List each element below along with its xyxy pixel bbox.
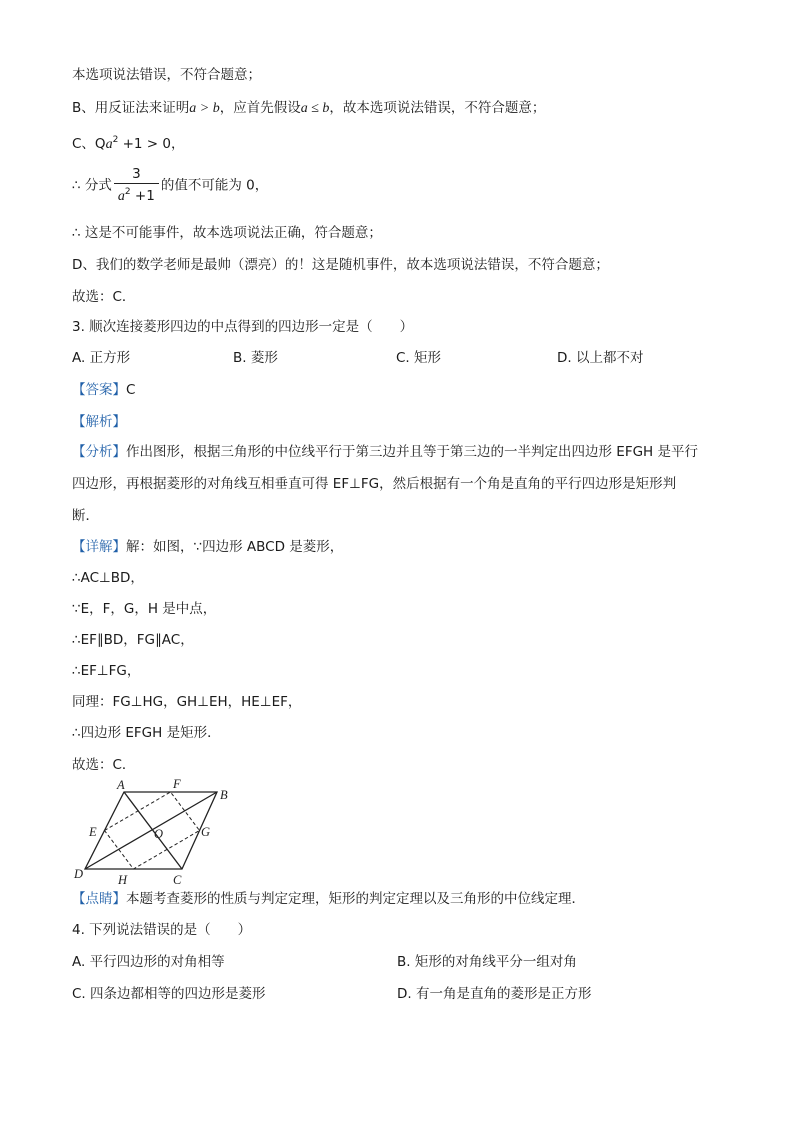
question-4-option-d: D. 有一角是直角的菱形是正方形 xyxy=(397,986,592,1002)
answer-tag: 【答案】 xyxy=(72,382,126,398)
step-4: ∴EF⊥FG， xyxy=(72,663,141,679)
label-h: H xyxy=(118,873,128,887)
solution-line-fraction xyxy=(72,166,268,205)
solution-line-option-b xyxy=(72,99,545,118)
question-3-option-c: C. 矩形 xyxy=(396,350,442,366)
fraction-denominator xyxy=(114,184,159,205)
text: 本题考查菱形的性质与判定定理，矩形的判定定理以及三角形的中位线定理． xyxy=(126,891,585,907)
analysis-line-3: 断． xyxy=(72,508,99,524)
detail-line-1 xyxy=(72,538,343,556)
text: B、用反证法来证明 xyxy=(72,100,190,116)
question-3-option-d: D. 以上都不对 xyxy=(557,350,644,366)
step-2: ∵E，F，G，H 是中点， xyxy=(72,601,217,617)
text: 的值不可能为 0， xyxy=(160,177,269,194)
step-5: 同理：FG⊥HG，GH⊥EH，HE⊥EF， xyxy=(72,694,302,710)
analysis-line-1 xyxy=(72,443,698,461)
diagonal-ac xyxy=(124,792,182,869)
question-3: 3. 顺次连接菱形四边的中点得到的四边形一定是（ ） xyxy=(72,319,414,335)
answer-line xyxy=(72,381,135,399)
exponent: 2 xyxy=(124,187,131,197)
text: +1 xyxy=(130,188,155,204)
label-c: C xyxy=(173,873,182,887)
fraction xyxy=(114,166,159,205)
analysis-line-2: 四边形，再根据菱形的对角线互相垂直可得 EF⊥FG，然后根据有一个角是直角的平行四边形是矩形判 xyxy=(72,476,677,492)
fraction-numerator: 3 xyxy=(114,166,159,184)
detail-tag: 【详解】 xyxy=(72,539,126,555)
exponent: 2 xyxy=(112,135,119,145)
label-a: A xyxy=(117,778,125,792)
label-g: G xyxy=(201,825,211,839)
text: 解：如图，∵四边形 ABCD 是菱形， xyxy=(126,539,344,555)
question-4-option-a: A. 平行四边形的对角相等 xyxy=(72,954,225,970)
step-3: ∴EF∥BD，FG∥AC， xyxy=(72,632,194,648)
label-f: F xyxy=(173,778,181,791)
label-e: E xyxy=(89,825,97,839)
remark-line xyxy=(72,890,585,908)
solution-line-5: ∴ 这是不可能事件，故本选项说法正确，符合题意； xyxy=(72,225,382,241)
question-4: 4. 下列说法错误的是（ ） xyxy=(72,922,252,938)
label-b: B xyxy=(220,788,228,802)
math-a-le-b: a ≤ b xyxy=(300,101,330,116)
step-7: 故选：C． xyxy=(72,757,136,773)
math-a: a xyxy=(117,189,125,204)
solution-choice: 故选：C． xyxy=(72,289,136,305)
text: C、Q xyxy=(72,136,106,152)
solution-line-option-c xyxy=(72,131,184,154)
step-1: ∴AC⊥BD， xyxy=(72,570,144,586)
text: +1 > 0， xyxy=(118,136,185,152)
text: ∴ 分式 xyxy=(72,177,112,194)
step-6: ∴四边形 EFGH 是矩形． xyxy=(72,725,221,741)
answer-value: C xyxy=(126,382,136,398)
rhombus-figure xyxy=(70,778,240,888)
analysis-tag: 【解析】 xyxy=(72,414,126,430)
question-3-option-a: A. 正方形 xyxy=(72,350,131,366)
text: 作出图形，根据三角形的中位线平行于第三边并且等于第三边的一半判定出四边形 EFGH 是平行 xyxy=(126,444,698,460)
question-4-option-b: B. 矩形的对角线平分一组对角 xyxy=(397,954,577,970)
solution-line-option-d: D、我们的数学老师是最帅（漂亮）的！这是随机事件，故本选项说法错误，不符合题意； xyxy=(72,257,609,273)
label-d: D xyxy=(74,867,84,881)
analysis-subtag: 【分析】 xyxy=(72,444,126,460)
math-a: a xyxy=(105,137,113,152)
remark-tag: 【点睛】 xyxy=(72,891,126,907)
solution-line-1: 本选项说法错误，不符合题意； xyxy=(72,67,261,83)
math-a-gt-b: a > b xyxy=(189,101,220,116)
label-o: O xyxy=(154,827,164,841)
question-3-option-b: B. 菱形 xyxy=(233,350,278,366)
text: ，应首先假设 xyxy=(219,100,301,116)
question-4-option-c: C. 四条边都相等的四边形是菱形 xyxy=(72,986,266,1002)
text: ，故本选项说法错误，不符合题意； xyxy=(329,100,546,116)
